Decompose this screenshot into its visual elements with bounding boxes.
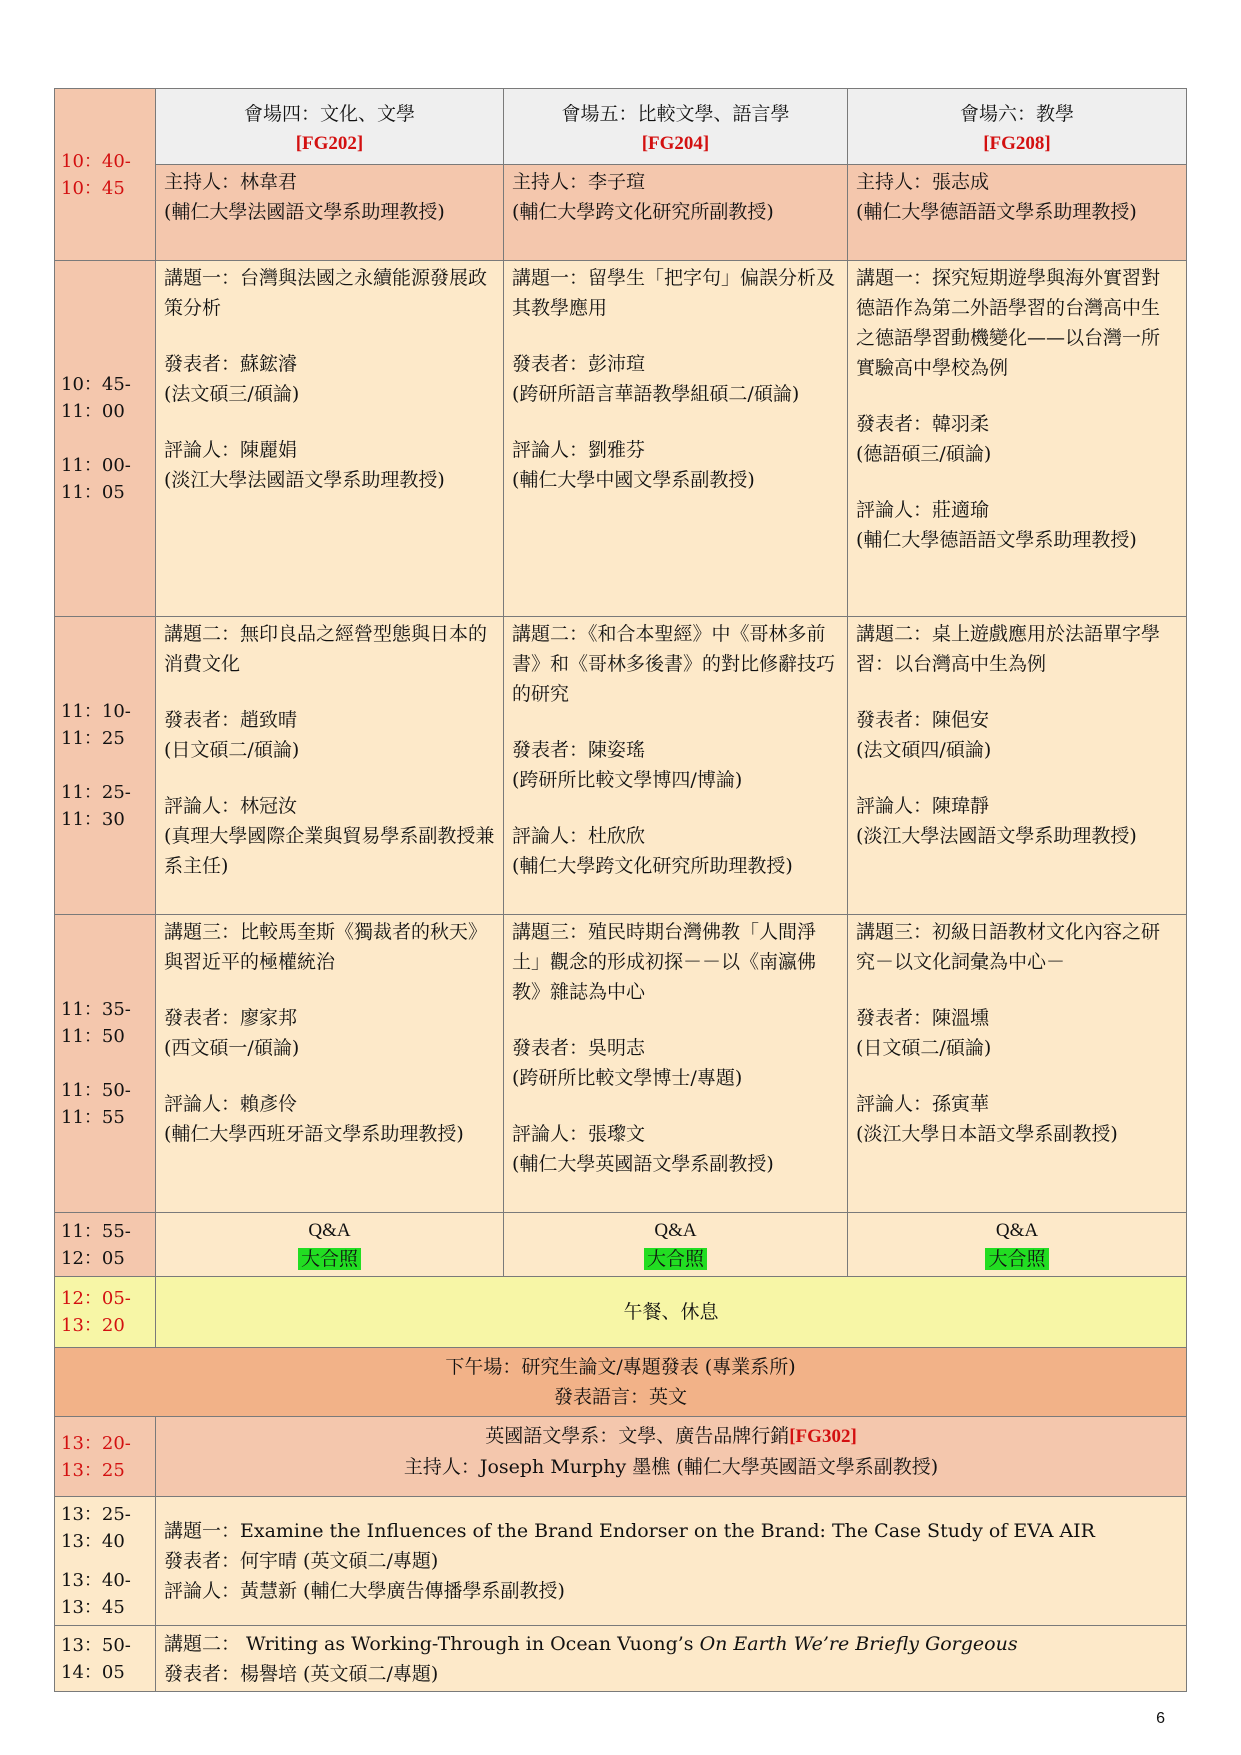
venue-5-host: 主持人：李子瑄 (輔仁大學跨文化研究所副教授) [504,165,848,261]
venue-6-name: 會場六：教學 [959,102,1074,125]
time-slot-venues: 10：40- 10：45 [55,89,156,261]
time-slot-topic-1: 10：45- 11：00 11：00- 11：05 [55,261,156,617]
english-track-header [156,1417,1187,1497]
qa-label: Q&A [995,1219,1039,1241]
schedule-sheet [54,88,1186,1692]
venue-6-room: [FG208] [983,132,1051,154]
venue-5-name: 會場五：比較文學、語言學 [561,102,790,125]
venue-4-talk-3: 講題三：比較馬奎斯《獨裁者的秋天》與習近平的極權統治 發表者：廖家邦 (西文碩一/碩論) 評論人：賴彥伶 (輔仁大學西班牙語文學系助理教授) [156,915,504,1213]
venue-6-talk-1: 講題一：探究短期遊學與海外實習對德語作為第二外語學習的台灣高中生之德語學習動機變化——以台灣一所實驗高中學校為例 發表者：韓羽柔 (德語碩三/碩論) 評論人：莊適瑜 (輔仁大學德語語文學系助理教授) [848,261,1187,617]
lunch-row [55,1277,1187,1348]
venue-6-talk-2: 講題二：桌上遊戲應用於法語單字學習：以台灣高中生為例 發表者：陳俋安 (法文碩四/碩論) 評論人：陳瑋靜 (淡江大學法國語文學系助理教授) [848,617,1187,915]
time-slot-topic-3: 11：35- 11：50 11：50- 11：55 [55,915,156,1213]
venue-4-room: [FG202] [295,132,364,154]
afternoon-language: 發表語言：英文 [553,1386,687,1408]
venue-5-qa [504,1213,848,1277]
english-talk-1-presenter: 發表者：何宇晴 (英文碩二/專題) [164,1550,439,1572]
english-talk-1-title: 講題一：Examine the Influences of the Brand Endorser on the Brand: The Case Study of EVA AIR [164,1520,1095,1542]
qa-label: Q&A [654,1219,697,1241]
afternoon-header-row [55,1348,1187,1417]
afternoon-title: 下午場：研究生論文/專題發表 (專業系所) [445,1356,796,1378]
schedule-table [54,88,1187,1692]
group-photo-badge: 大合照 [298,1248,361,1270]
venue-5-talk-1: 講題一：留學生「把字句」偏誤分析及其教學應用 發表者：彭沛瑄 (跨研所語言華語教學組碩二/碩論) 評論人：劉雅芬 (輔仁大學中國文學系副教授) [504,261,848,617]
track-host: 主持人：Joseph Murphy 墨樵 (輔仁大學英國語文學系副教授) [403,1456,939,1478]
venue-header-row [55,89,1187,165]
time-slot-qa: 11：55- 12：05 [55,1213,156,1277]
venue-4-name: 會場四：文化、文學 [243,102,415,125]
group-photo-badge: 大合照 [644,1248,707,1270]
venue-5-header [504,89,848,165]
venue-4-talk-1: 講題一：台灣與法國之永續能源發展政策分析 發表者：蘇鋐濬 (法文碩三/碩論) 評論人：陳麗娟 (淡江大學法國語文學系助理教授) [156,261,504,617]
qa-row [55,1213,1187,1277]
english-talk-2 [156,1626,1187,1692]
venue-6-qa [848,1213,1187,1277]
topic-1-row [55,261,1187,617]
topic-3-row [55,915,1187,1213]
time-slot-eng-2: 13：50- 14：05 [55,1626,156,1692]
lunch-break: 午餐、休息 [156,1277,1187,1348]
venue-5-room: [FG204] [641,132,710,154]
time-slot-eng-1: 13：25- 13：40 13：40- 13：45 [55,1497,156,1626]
track-row [55,1417,1187,1497]
time-slot-track: 13：20- 13：25 [55,1417,156,1497]
english-talk-1-row [55,1497,1187,1626]
page-number: 6 [1156,1710,1165,1727]
venue-4-talk-2: 講題二：無印良品之經營型態與日本的消費文化 發表者：趙致晴 (日文碩二/碩論) 評論人：林冠汝 (真理大學國際企業與貿易學系副教授兼系主任) [156,617,504,915]
qa-label: Q&A [308,1219,351,1241]
host-row [55,165,1187,261]
time-slot-topic-2: 11：10- 11：25 11：25- 11：30 [55,617,156,915]
venue-6-host: 主持人：張志成 (輔仁大學德語語文學系助理教授) [848,165,1187,261]
venue-4-qa [156,1213,504,1277]
venue-6-talk-3: 講題三：初級日語教材文化內容之研究－以文化詞彙為中心－ 發表者：陳溫壎 (日文碩二/碩論) 評論人：孫寅華 (淡江大學日本語文學系副教授) [848,915,1187,1213]
english-talk-2-row [55,1626,1187,1692]
english-talk-1 [156,1497,1187,1626]
time-slot-lunch: 12：05- 13：20 [55,1277,156,1348]
topic-2-row [55,617,1187,915]
english-talk-1-commentator: 評論人：黃慧新 (輔仁大學廣告傳播學系副教授) [164,1580,565,1602]
track-name: 英國語文學系：文學、廣告品牌行銷 [485,1425,790,1447]
venue-4-header [156,89,504,165]
book-title: On Earth We’re Briefly Gorgeous [699,1632,1018,1655]
venue-6-header [848,89,1187,165]
venue-4-host: 主持人：林韋君 (輔仁大學法國語文學系助理教授) [156,165,504,261]
venue-5-talk-2: 講題二：《和合本聖經》中《哥林多前書》和《哥林多後書》的對比修辭技巧的研究 發表者：陳姿瑤 (跨研所比較文學博四/博論) 評論人：杜欣欣 (輔仁大學跨文化研究所助理教授) [504,617,848,915]
english-talk-2-title: 講題二： Writing as Working-Through in Ocean Vuong’s On Earth We’re Briefly Gorgeous [164,1632,1018,1655]
afternoon-session-header [55,1348,1187,1417]
group-photo-badge: 大合照 [985,1248,1048,1270]
track-room: [FG302] [789,1426,857,1447]
venue-5-talk-3: 講題三：殖民時期台灣佛教「人間淨土」觀念的形成初探－－以《南瀛佛教》雜誌為中心 發表者：吳明志 (跨研所比較文學博士/專題) 評論人：張瓈文 (輔仁大學英國語文學系副教授) [504,915,848,1213]
english-talk-2-presenter: 發表者：楊譽培 (英文碩二/專題) [164,1662,439,1685]
